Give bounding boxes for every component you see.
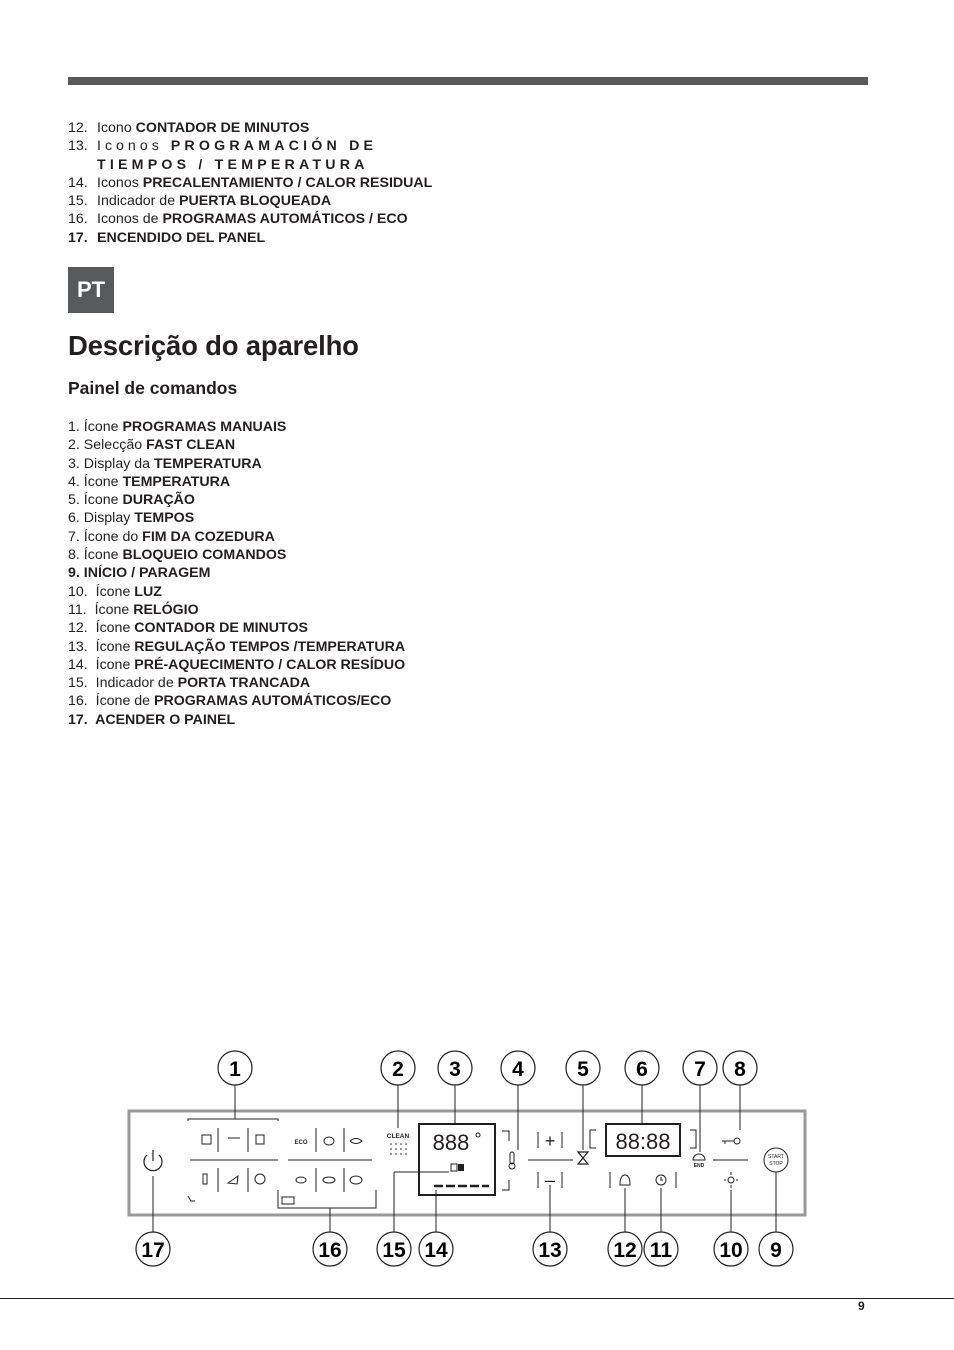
- callout-4: [501, 1051, 535, 1085]
- callout-5: [566, 1051, 600, 1085]
- power-icon[interactable]: [144, 1150, 162, 1171]
- list-item: 14. Iconos PRECALENTAMIENTO / CALOR RESIDUAL: [68, 174, 433, 191]
- list-item: 16. Iconos de PROGRAMAS AUTOMÁTICOS / ECO: [68, 211, 408, 228]
- list-item: 5. Ícone DURAÇÃO: [68, 492, 195, 509]
- svg-text:8: 8: [734, 1058, 746, 1081]
- callout-1: [218, 1051, 252, 1085]
- svg-text:88:88: 88:88: [615, 1129, 671, 1154]
- list-item: 16. Ícone de PROGRAMAS AUTOMÁTICOS/ECO: [68, 693, 392, 710]
- top-callouts: [218, 1051, 757, 1085]
- page-title: Descrição do aparelho: [68, 330, 359, 361]
- callout-9: [759, 1232, 793, 1266]
- svg-text:5: 5: [577, 1058, 589, 1081]
- list-item: 1. Ícone PROGRAMAS MANUAIS: [68, 419, 287, 435]
- control-panel-diagram: [0, 1040, 954, 1280]
- list-item: 12. Icono CONTADOR DE MINUTOS: [68, 120, 310, 136]
- svg-text:1: 1: [229, 1058, 241, 1081]
- callout-15: [377, 1232, 411, 1266]
- svg-text:3: 3: [449, 1058, 461, 1081]
- svg-text:888: 888: [432, 1130, 470, 1155]
- page-number: 9: [858, 1299, 865, 1313]
- svg-text:15: 15: [382, 1239, 406, 1262]
- list-item: 6. Display TEMPOS: [68, 510, 195, 527]
- key-icon[interactable]: [722, 1138, 740, 1144]
- callout-14: [419, 1232, 453, 1266]
- list-item: 13. Ícone REGULAÇÃO TEMPOS /TEMPERATURA: [68, 638, 406, 655]
- svg-text:2: 2: [392, 1058, 404, 1081]
- callout-12: [608, 1232, 642, 1266]
- svg-text:14: 14: [424, 1239, 448, 1262]
- temperature-display: [419, 1124, 495, 1195]
- list-item: 11. Ícone RELÓGIO: [68, 601, 199, 618]
- light-icon[interactable]: [724, 1172, 738, 1188]
- list-item: 8. Ícone BLOQUEIO COMANDOS: [68, 547, 287, 564]
- list-item: 12. Ícone CONTADOR DE MINUTOS: [68, 620, 308, 637]
- svg-text:17: 17: [141, 1239, 165, 1262]
- list-item: 15. Indicador de PORTA TRANCADA: [68, 675, 311, 692]
- list-item: 4. Ícone TEMPERATURA: [68, 473, 231, 490]
- fast-clean-button[interactable]: [387, 1133, 410, 1155]
- svg-text:10: 10: [719, 1239, 743, 1262]
- svg-text:+: +: [544, 1131, 556, 1151]
- svg-text:9: 9: [770, 1239, 782, 1262]
- callout-10: [714, 1232, 748, 1266]
- clock-icon[interactable]: [656, 1172, 676, 1188]
- bell-icon[interactable]: [610, 1172, 630, 1188]
- callout-2: [381, 1051, 415, 1085]
- manual-programs-grid[interactable]: [188, 1128, 278, 1201]
- svg-text:4: 4: [512, 1058, 524, 1081]
- pt-component-list: [68, 418, 405, 729]
- list-item: 9. INÍCIO / PARAGEM: [68, 565, 211, 582]
- callout-13: [533, 1232, 567, 1266]
- callout-17: [136, 1232, 170, 1266]
- thermometer-icon: [509, 1152, 515, 1169]
- svg-text:7: 7: [694, 1058, 706, 1081]
- svg-text:STOP: STOP: [769, 1161, 783, 1167]
- leader-lines: [153, 1084, 776, 1232]
- hourglass-icon[interactable]: [578, 1152, 588, 1164]
- clean-label: CLEAN: [386, 1133, 410, 1140]
- svg-text:–: –: [544, 1170, 556, 1190]
- svg-text:END: END: [693, 1163, 705, 1169]
- svg-text:12: 12: [613, 1239, 637, 1262]
- list-item: 17. ACENDER O PAINEL: [68, 711, 236, 728]
- time-display: [590, 1124, 696, 1156]
- callout-8: [723, 1051, 757, 1085]
- es-component-list: [68, 119, 468, 247]
- section-subtitle: Painel de comandos: [68, 378, 238, 398]
- minus-button[interactable]: [538, 1170, 562, 1190]
- list-item: 7. Ícone do FIM DA COZEDURA: [68, 528, 275, 545]
- list-item: 15. Indicador de PUERTA BLOQUEADA: [68, 193, 332, 210]
- callout-7: [683, 1051, 717, 1085]
- list-item: 2. Selecção FAST CLEAN: [68, 437, 236, 454]
- svg-text:13: 13: [538, 1239, 562, 1262]
- list-item: 3. Display da TEMPERATURA: [68, 455, 262, 472]
- temp-bracket: [502, 1131, 509, 1190]
- svg-text:6: 6: [636, 1058, 648, 1081]
- plus-button[interactable]: [538, 1131, 562, 1151]
- svg-text:START: START: [768, 1154, 784, 1160]
- footer-rule: [0, 1298, 954, 1299]
- svg-text:16: 16: [318, 1239, 342, 1262]
- callout-6: [625, 1051, 659, 1085]
- list-item: 10. Ícone LUZ: [68, 583, 162, 600]
- end-icon[interactable]: [693, 1154, 705, 1169]
- list-item: 14. Ícone PRÉ-AQUECIMENTO / CALOR RESÍDUO: [68, 656, 406, 673]
- callout-3: [438, 1051, 472, 1085]
- bottom-callouts: [136, 1232, 793, 1266]
- eco-label: ECO: [294, 1140, 308, 1146]
- list-item: 17. ENCENDIDO DEL PANEL: [68, 229, 266, 246]
- callout-11: [644, 1232, 678, 1266]
- list-item: 13. Iconos PROGRAMACIÓN DE TIEMPOS / TEMPERATURA: [68, 138, 378, 173]
- callout-16: [313, 1232, 347, 1266]
- start-stop-button[interactable]: [764, 1148, 788, 1172]
- language-badge: PT: [68, 267, 114, 313]
- header-rule: [68, 77, 868, 85]
- svg-text:11: 11: [649, 1239, 673, 1262]
